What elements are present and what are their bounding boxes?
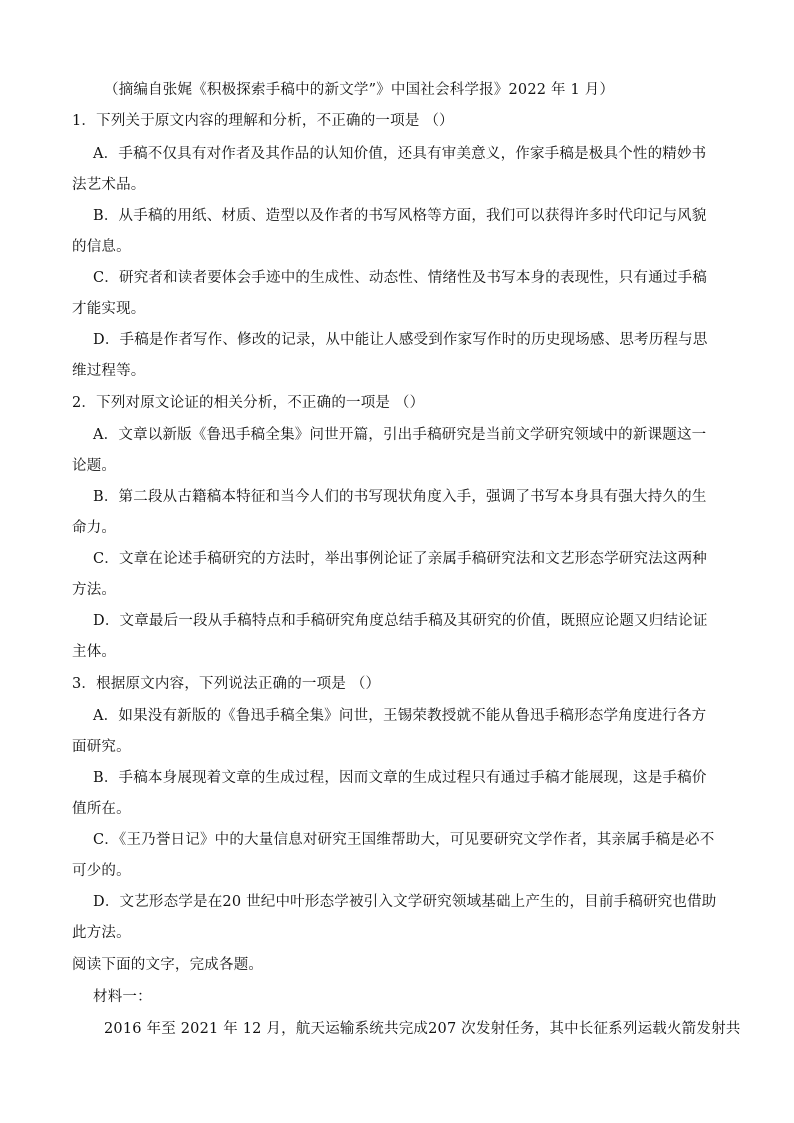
q2-option-a: A．文章以新版《鲁迅手稿全集》问世开篇，引出手稿研究是当前文学研究领域中的新课题这一 xyxy=(93,427,707,443)
question-2-stem: 2．下列对原文论证的相关分析，不正确的一项是 （） xyxy=(72,395,425,411)
q1-option-b-cont: 的信息。 xyxy=(72,239,131,255)
material-text: 2016 年至 2021 年 12 月，航天运输系统共完成207 次发射任务，其中长征系列运载火箭发射共 xyxy=(104,1021,741,1037)
q1-option-a: A．手稿不仅具有对作者及其作品的认知价值，还具有审美意义，作家手稿是极具个性的精妙书 xyxy=(93,146,707,162)
source-citation: （摘编自张娓《积极探索手稿中的新文学”》中国社会科学报》2022 年 1 月） xyxy=(104,82,615,98)
q3-option-b: B．手稿本身展现着文章的生成过程，因而文章的生成过程只有通过手稿才能展现，这是手稿价 xyxy=(93,770,707,786)
q3-option-c: C．《王乃誉日记》中的大量信息对研究王国维帮助大，可见要研究文学作者，其亲属手稿是必不 xyxy=(93,832,715,848)
q1-option-d: D．手稿是作者写作、修改的记录，从中能让人感受到作家写作时的历史现场感、思考历程与思 xyxy=(93,332,708,348)
q2-option-b: B．第二段从古籍稿本特征和当今人们的书写现状角度入手，强调了书写本身具有强大持久的生 xyxy=(93,489,707,505)
q3-option-c-cont: 可少的。 xyxy=(72,863,131,879)
q2-option-d: D．文章最后一段从手稿特点和手稿研究角度总结手稿及其研究的价值，既照应论题又归结论证 xyxy=(93,613,708,629)
question-1-stem: 1．下列关于原文内容的理解和分析，不正确的一项是 （） xyxy=(72,113,454,129)
q2-option-a-cont: 论题。 xyxy=(72,458,117,474)
q1-option-c: C．研究者和读者要体会手迹中的生成性、动态性、情绪性及书写本身的表现性，只有通过手稿 xyxy=(93,270,707,286)
q2-option-c-cont: 方法。 xyxy=(72,582,117,598)
q1-option-d-cont: 维过程等。 xyxy=(72,363,146,379)
q2-option-b-cont: 命力。 xyxy=(72,520,117,536)
question-3-stem: 3．根据原文内容，下列说法正确的一项是 （） xyxy=(72,676,381,692)
q1-option-b: B．从手稿的用纸、材质、造型以及作者的书写风格等方面，我们可以获得许多时代印记与风貌 xyxy=(93,208,707,224)
q3-option-b-cont: 值所在。 xyxy=(72,801,131,817)
q2-option-d-cont: 主体。 xyxy=(72,644,117,660)
reading-prompt: 阅读下面的文字，完成各题。 xyxy=(72,957,264,973)
q3-option-a-cont: 面研究。 xyxy=(72,739,131,755)
q2-option-c: C．文章在论述手稿研究的方法时，举出事例论证了亲属手稿研究法和文艺形态学研究法这两种 xyxy=(93,551,707,567)
material-label: 材料一： xyxy=(93,989,152,1005)
q3-option-a: A．如果没有新版的《鲁迅手稿全集》问世，王锡荣教授就不能从鲁迅手稿形态学角度进行各方 xyxy=(93,708,707,724)
q3-option-d-cont: 此方法。 xyxy=(72,925,131,941)
q1-option-a-cont: 法艺术品。 xyxy=(72,177,146,193)
q3-option-d: D．文艺形态学是在20 世纪中叶形态学被引入文学研究领域基础上产生的，目前手稿研究也借助 xyxy=(93,894,717,910)
q1-option-c-cont: 才能实现。 xyxy=(72,301,146,317)
